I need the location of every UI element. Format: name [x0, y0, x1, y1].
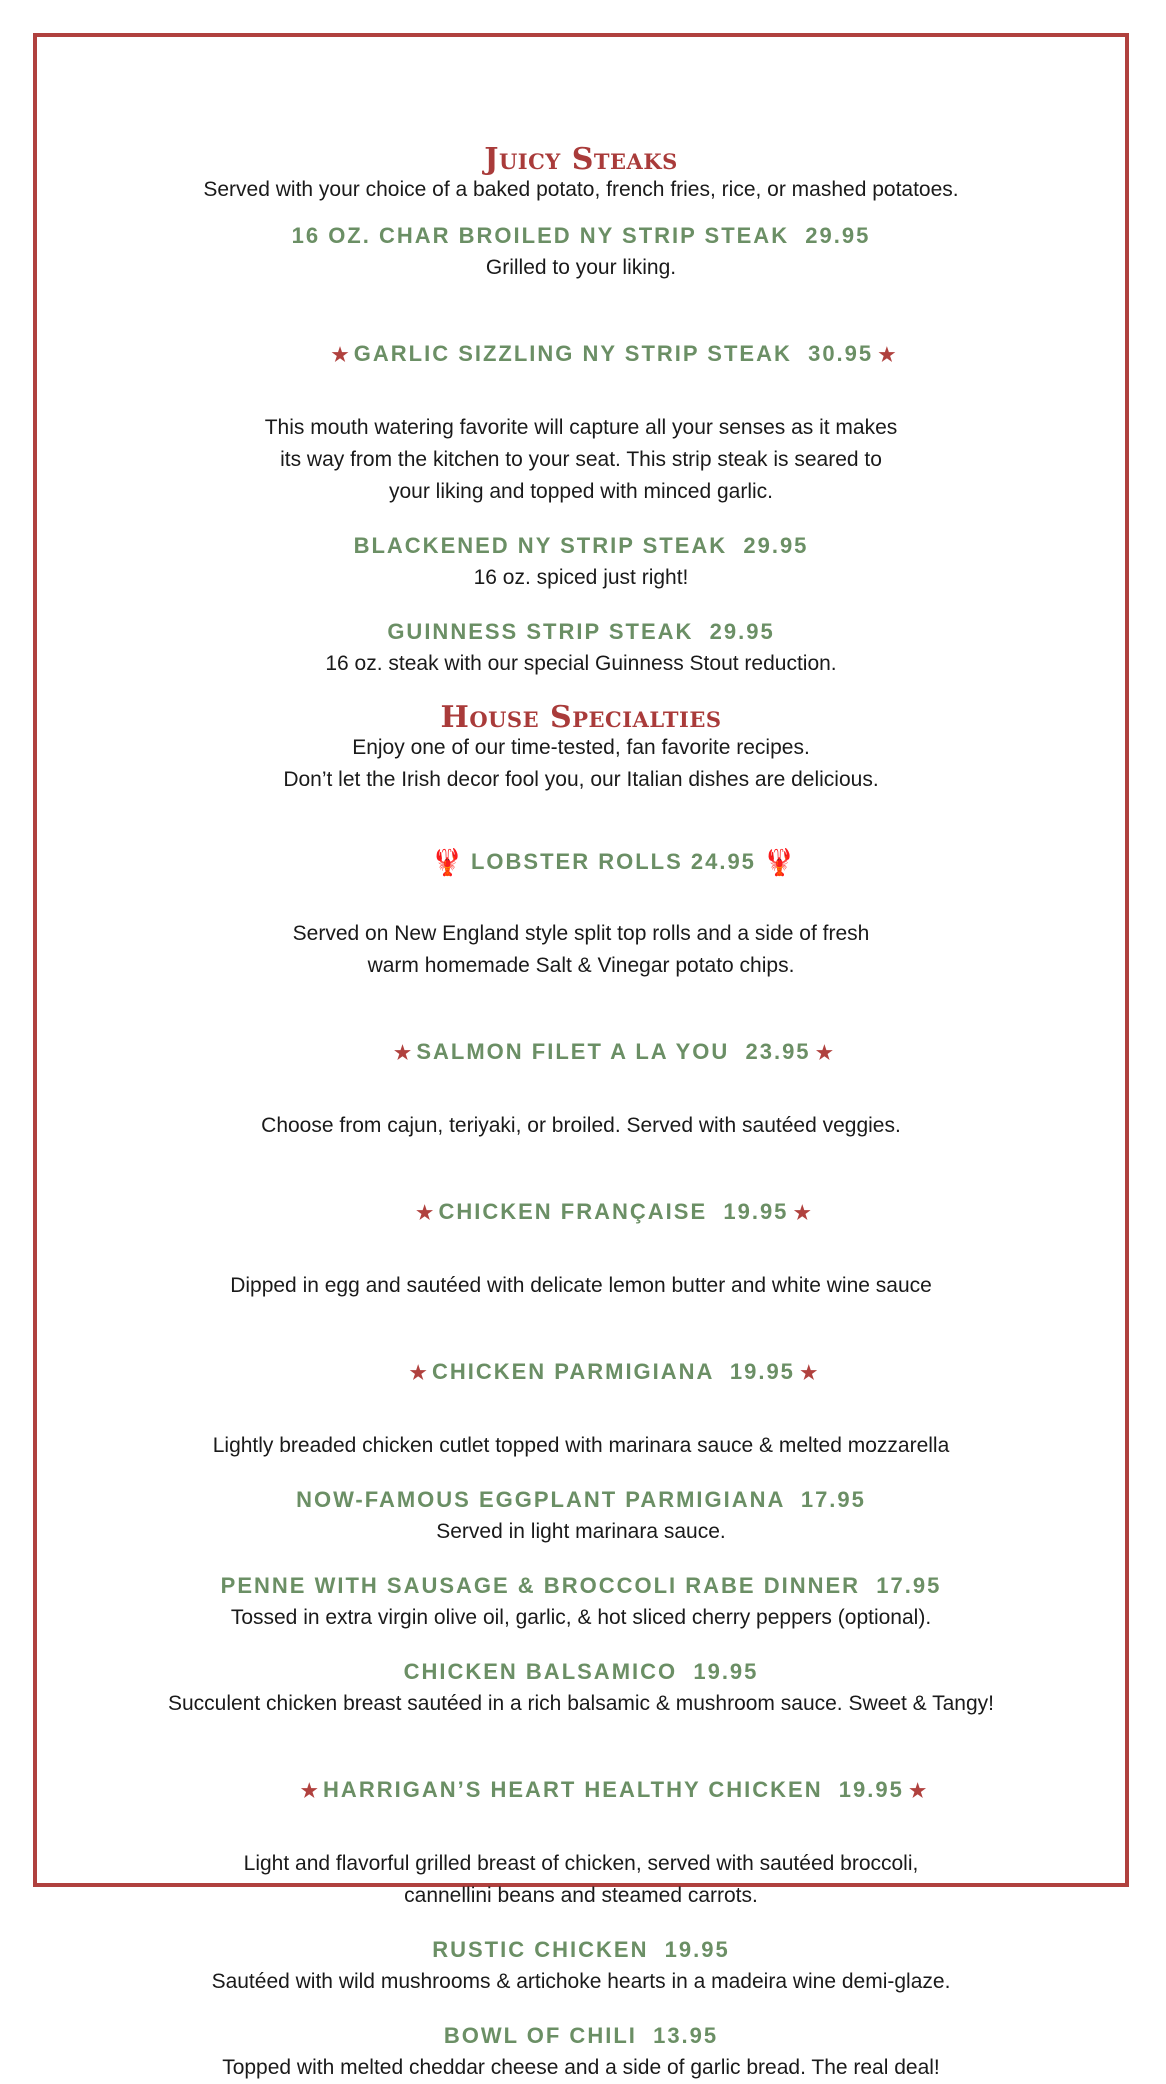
item-name: CHICKEN PARMIGIANA 19.95 — [431, 1359, 795, 1384]
menu-item — [33, 1934, 1129, 1998]
menu-item — [33, 306, 1129, 508]
menu-item — [33, 1570, 1129, 1634]
section-house-specialties — [33, 698, 1129, 2084]
section-intro: Served with your choice of a baked potato, french fries, rice, or mashed potatoes. — [203, 178, 959, 201]
item-name: CHICKEN BALSAMICO 19.95 — [403, 1659, 759, 1684]
menu-item — [33, 1742, 1129, 1912]
menu-item — [33, 1656, 1129, 1720]
star-icon: ★ — [331, 345, 354, 366]
item-desc: 16 oz. spiced just right! — [473, 566, 689, 589]
lobster-icon: 🦞 — [431, 847, 471, 877]
item-desc: cannellini beans and steamed carrots. — [404, 1884, 758, 1907]
item-desc: Topped with melted cheddar cheese and a side of garlic bread. The real deal! — [222, 2056, 940, 2079]
item-desc: Lightly breaded chicken cutlet topped with marinara sauce & melted mozzarella — [212, 1434, 950, 1457]
item-name: LOBSTER ROLLS 24.95 — [470, 849, 756, 874]
lobster-icon: 🦞 — [755, 847, 796, 877]
item-name: BOWL OF CHILI 13.95 — [443, 2023, 719, 2048]
star-icon: ★ — [394, 1043, 417, 1064]
section-intro: Don’t let the Irish decor fool you, our Italian dishes are delicious. — [283, 768, 879, 791]
section-intro: Enjoy one of our time-tested, fan favorite recipes. — [352, 736, 810, 759]
section-title: House Specialties — [440, 700, 722, 735]
item-name: PENNE WITH SAUSAGE & BROCCOLI RABE DINNER 17.95 — [220, 1573, 942, 1598]
item-desc: Tossed in extra virgin olive oil, garlic, & hot sliced cherry peppers (optional). — [230, 1606, 932, 1629]
star-icon: ★ — [903, 1781, 927, 1802]
star-icon: ★ — [810, 1043, 833, 1064]
item-desc: Succulent chicken breast sautéed in a rich balsamic & mushroom sauce. Sweet & Tangy! — [167, 1692, 995, 1715]
menu-item — [33, 814, 1129, 982]
item-desc: Grilled to your liking. — [485, 256, 677, 279]
item-name: HARRIGAN’S HEART HEALTHY CHICKEN 19.95 — [323, 1777, 904, 1802]
menu-item — [33, 1164, 1129, 1302]
item-name: GARLIC SIZZLING NY STRIP STEAK 30.95 — [353, 341, 874, 366]
item-desc: Served on New England style split top rolls and a side of fresh — [292, 922, 870, 945]
menu-item — [33, 220, 1129, 284]
item-desc: its way from the kitchen to your seat. This strip steak is seared to — [280, 448, 882, 471]
menu-item — [33, 2020, 1129, 2084]
item-name: BLACKENED NY STRIP STEAK 29.95 — [353, 533, 809, 558]
item-desc: Dipped in egg and sautéed with delicate lemon butter and white wine sauce — [230, 1274, 932, 1297]
menu-item — [33, 1484, 1129, 1548]
item-desc: Sautéed with wild mushrooms & artichoke hearts in a madeira wine demi-glaze. — [211, 1970, 951, 1993]
item-name: RUSTIC CHICKEN 19.95 — [432, 1937, 730, 1962]
star-icon: ★ — [794, 1363, 818, 1384]
item-name: SALMON FILET A LA YOU 23.95 — [416, 1039, 811, 1064]
item-desc: 16 oz. steak with our special Guinness Stout reduction. — [325, 652, 837, 675]
star-icon: ★ — [873, 345, 896, 366]
item-name: CHICKEN FRANÇAISE 19.95 — [438, 1199, 789, 1224]
star-icon: ★ — [300, 1781, 324, 1802]
item-desc: warm homemade Salt & Vinegar potato chips. — [367, 954, 795, 977]
item-desc: Light and flavorful grilled breast of chicken, served with sautéed broccoli, — [243, 1852, 919, 1875]
item-desc: This mouth watering favorite will capture all your senses as it makes — [264, 416, 898, 439]
item-desc: Choose from cajun, teriyaki, or broiled. Served with sautéed veggies. — [261, 1114, 901, 1137]
star-icon: ★ — [416, 1203, 439, 1224]
menu-item — [33, 1004, 1129, 1142]
star-icon: ★ — [788, 1203, 811, 1224]
item-name: NOW-FAMOUS EGGPLANT PARMIGIANA 17.95 — [296, 1487, 866, 1512]
item-name: GUINNESS STRIP STEAK 29.95 — [387, 619, 775, 644]
menu-item — [33, 1324, 1129, 1462]
menu-item — [33, 530, 1129, 594]
section-juicy-steaks — [33, 140, 1129, 680]
menu-item — [33, 616, 1129, 680]
section-title: Juicy Steaks — [484, 142, 678, 177]
item-name: 16 OZ. CHAR BROILED NY STRIP STEAK 29.95 — [291, 223, 871, 248]
item-desc: your liking and topped with minced garlic. — [388, 480, 774, 503]
star-icon: ★ — [409, 1363, 432, 1384]
item-desc: Served in light marinara sauce. — [436, 1520, 726, 1543]
